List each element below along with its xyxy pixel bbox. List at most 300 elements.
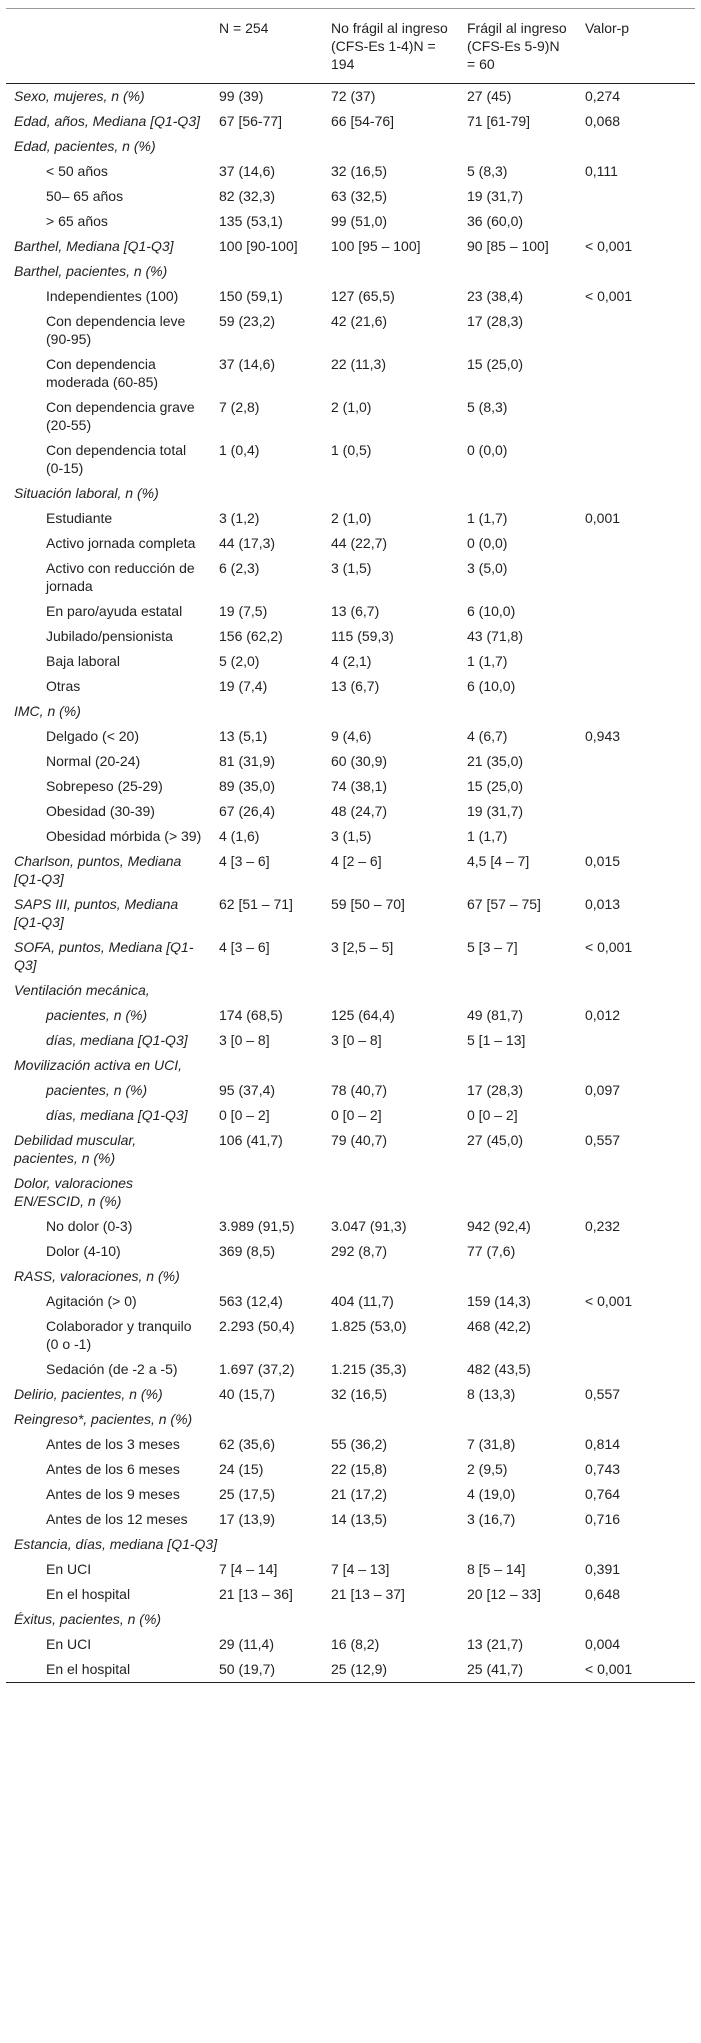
cell-fragil: 19 (31,7) <box>467 188 524 204</box>
cell-total: 1 (0,4) <box>219 442 260 458</box>
table-row <box>6 506 695 531</box>
cell-p-value <box>577 1357 695 1382</box>
cell-p-value <box>577 649 695 674</box>
cell-fragil: 15 (25,0) <box>467 356 524 372</box>
cell-total: 99 (39) <box>219 88 264 104</box>
row-label: SOFA, puntos, Mediana [Q1-Q3] <box>14 939 194 973</box>
table-row <box>6 1078 695 1103</box>
table-row <box>6 234 695 259</box>
cell-no-fragil: 3 [0 – 8] <box>331 1032 382 1048</box>
row-label: días, mediana [Q1-Q3] <box>46 1107 188 1123</box>
table-row <box>6 159 695 184</box>
row-label: No dolor (0-3) <box>46 1218 133 1234</box>
table-row <box>6 799 695 824</box>
cell-total: 150 (59,1) <box>219 288 283 304</box>
row-label: En el hospital <box>6 1657 211 1683</box>
cell-total: 19 (7,4) <box>219 678 268 694</box>
cell-no-fragil: 66 [54-76] <box>331 113 395 129</box>
cell-p-value: 0,232 <box>585 1218 621 1234</box>
cell-p-value: 0,557 <box>585 1132 621 1148</box>
row-label: Agitación (> 0) <box>46 1293 137 1309</box>
cell-p-value: < 0,001 <box>585 939 633 955</box>
cell-total: 62 (35,6) <box>219 1436 276 1452</box>
row-label: SAPS III, puntos, Mediana [Q1-Q3] <box>14 896 179 930</box>
cell-total: 37 (14,6) <box>219 356 276 372</box>
cell-no-fragil: 13 (6,7) <box>331 603 380 619</box>
cell-no-fragil: 60 (30,9) <box>331 753 388 769</box>
header-row <box>6 9 695 84</box>
row-label: Colaborador y tranquilo (0 o -1) <box>46 1318 192 1352</box>
cell-total: 37 (14,6) <box>219 163 276 179</box>
cell-total: 13 (5,1) <box>219 728 268 744</box>
row-label: En UCI <box>46 1636 92 1652</box>
cell-no-fragil: 404 (11,7) <box>331 1293 394 1309</box>
table-row <box>6 724 695 749</box>
cell-fragil: 27 (45) <box>467 88 512 104</box>
row-label: Baja laboral <box>46 653 120 669</box>
table-row <box>6 1053 695 1078</box>
table-row <box>6 1003 695 1028</box>
cell-total: 24 (15) <box>219 1461 264 1477</box>
cell-p-value: 0,274 <box>585 88 621 104</box>
table-row <box>6 1128 695 1171</box>
row-label: Antes de los 3 meses <box>46 1436 180 1452</box>
row-label: Independientes (100) <box>46 288 179 304</box>
table-row <box>6 935 695 978</box>
cell-fragil <box>459 978 577 1003</box>
cell-total: 3 (1,2) <box>219 510 260 526</box>
table-row <box>6 674 695 699</box>
cell-total: 106 (41,7) <box>219 1132 283 1148</box>
cell-fragil: 0 (0,0) <box>467 442 508 458</box>
cell-p-value <box>577 1053 695 1078</box>
row-label: Antes de los 6 meses <box>46 1461 180 1477</box>
table-row <box>6 1264 695 1289</box>
cell-p-value <box>577 481 695 506</box>
cell-fragil: 15 (25,0) <box>467 778 524 794</box>
table-row <box>6 1214 695 1239</box>
cell-fragil: 3 (5,0) <box>467 560 508 576</box>
cell-p-value: 0,068 <box>585 113 621 129</box>
cell-total: 81 (31,9) <box>219 753 276 769</box>
row-label: Movilización activa en UCI, <box>14 1057 183 1073</box>
cell-no-fragil: 21 (17,2) <box>331 1486 388 1502</box>
cell-fragil <box>459 1607 577 1632</box>
cell-p-value <box>577 259 695 284</box>
table-row <box>6 1457 695 1482</box>
table-row <box>6 1239 695 1264</box>
cell-no-fragil: 4 (2,1) <box>331 653 372 669</box>
cell-p-value <box>577 1171 695 1214</box>
row-label: > 65 años <box>46 213 108 229</box>
cell-no-fragil: 127 (65,5) <box>331 288 395 304</box>
cell-fragil: 21 (35,0) <box>467 753 524 769</box>
table-row <box>6 352 695 395</box>
table-row <box>6 1314 695 1357</box>
cell-p-value <box>577 209 695 234</box>
cell-fragil <box>459 134 577 159</box>
cell-fragil: 8 (13,3) <box>467 1386 516 1402</box>
cell-total: 4 [3 – 6] <box>219 939 270 955</box>
cell-fragil: 4 (19,0) <box>467 1486 516 1502</box>
table-row <box>6 481 695 506</box>
cell-fragil: 6 (10,0) <box>467 678 516 694</box>
cell-fragil: 2 (9,5) <box>467 1461 508 1477</box>
table-row <box>6 1382 695 1407</box>
cell-fragil <box>459 1053 577 1078</box>
cell-fragil: 36 (60,0) <box>467 213 524 229</box>
row-label: Reingreso*, pacientes, n (%) <box>14 1411 193 1427</box>
cell-p-value <box>577 352 695 395</box>
cell-total: 50 (19,7) <box>211 1657 323 1683</box>
cell-no-fragil <box>323 978 459 1003</box>
cell-p-value <box>577 134 695 159</box>
row-label: Sobrepeso (25-29) <box>46 778 163 794</box>
table-row <box>6 749 695 774</box>
row-label: Obesidad mórbida (> 39) <box>46 828 202 844</box>
table-row <box>6 109 695 134</box>
row-label: Edad, años, Mediana [Q1-Q3] <box>14 113 200 129</box>
cell-total: 174 (68,5) <box>219 1007 283 1023</box>
table-row <box>6 1582 695 1607</box>
table-row <box>6 1482 695 1507</box>
row-label: pacientes, n (%) <box>46 1007 148 1023</box>
cell-p-value <box>577 438 695 481</box>
cell-p-value <box>577 1028 695 1053</box>
row-label: Edad, pacientes, n (%) <box>14 138 156 154</box>
cell-p-value <box>577 624 695 649</box>
table-header <box>6 9 695 84</box>
cell-p-value <box>577 774 695 799</box>
row-label: Estancia, días, mediana [Q1-Q3] <box>14 1536 218 1552</box>
cell-total: 4 [3 – 6] <box>219 853 270 869</box>
table-row <box>6 1557 695 1582</box>
table-row <box>6 309 695 352</box>
table-row <box>6 84 695 110</box>
cell-total: 7 [4 – 14] <box>219 1561 278 1577</box>
cell-no-fragil: 1 (0,5) <box>331 442 372 458</box>
cell-p-value <box>577 1314 695 1357</box>
cell-total: 1.697 (37,2) <box>219 1361 295 1377</box>
cell-total: 369 (8,5) <box>219 1243 276 1259</box>
row-label: Barthel, Mediana [Q1-Q3] <box>14 238 174 254</box>
cell-total: 5 (2,0) <box>219 653 260 669</box>
cell-p-value <box>577 1532 695 1557</box>
cell-no-fragil: 99 (51,0) <box>331 213 388 229</box>
cell-total: 7 (2,8) <box>219 399 260 415</box>
cell-fragil: 20 [12 – 33] <box>467 1586 541 1602</box>
row-label: Barthel, pacientes, n (%) <box>14 263 168 279</box>
table-row <box>6 892 695 935</box>
cell-no-fragil: 16 (8,2) <box>331 1636 380 1652</box>
cell-total: 2.293 (50,4) <box>219 1318 295 1334</box>
cell-no-fragil <box>323 259 459 284</box>
cell-no-fragil: 72 (37) <box>331 88 376 104</box>
cell-total: 44 (17,3) <box>219 535 276 551</box>
cell-fragil: 90 [85 – 100] <box>467 238 549 254</box>
cell-no-fragil: 32 (16,5) <box>331 1386 388 1402</box>
data-table <box>6 8 695 1683</box>
cell-fragil: 468 (42,2) <box>467 1318 531 1334</box>
table-row <box>6 1507 695 1532</box>
cell-fragil: 43 (71,8) <box>467 628 524 644</box>
cell-p-value: 0,391 <box>585 1561 621 1577</box>
cell-no-fragil: 9 (4,6) <box>331 728 372 744</box>
cell-total: 563 (12,4) <box>219 1293 283 1309</box>
cell-p-value: 0,814 <box>585 1436 621 1452</box>
cell-p-value: < 0,001 <box>585 288 633 304</box>
row-label: Delgado (< 20) <box>46 728 140 744</box>
cell-no-fragil <box>323 1532 459 1557</box>
cell-total: 89 (35,0) <box>219 778 276 794</box>
row-label: < 50 años <box>46 163 108 179</box>
table-row <box>6 438 695 481</box>
cell-total: 29 (11,4) <box>219 1636 274 1652</box>
cell-p-value: 0,743 <box>585 1461 621 1477</box>
cell-no-fragil <box>323 699 459 724</box>
row-label: En el hospital <box>46 1586 131 1602</box>
cell-p-value <box>577 824 695 849</box>
cell-total <box>211 1607 323 1632</box>
table-row <box>6 209 695 234</box>
cell-no-fragil: 3 [2,5 – 5] <box>331 939 394 955</box>
cell-p-value <box>577 978 695 1003</box>
row-label: Debilidad muscular, pacientes, n (%) <box>14 1132 137 1166</box>
cell-total: 3 [0 – 8] <box>219 1032 270 1048</box>
table-row <box>6 1407 695 1432</box>
row-label: Activo jornada completa <box>46 535 196 551</box>
cell-total: 95 (37,4) <box>219 1082 276 1098</box>
cell-fragil: 23 (38,4) <box>467 288 524 304</box>
cell-total <box>211 259 323 284</box>
table-row <box>6 1357 695 1382</box>
cell-no-fragil: 3 (1,5) <box>331 828 372 844</box>
cell-no-fragil: 0 [0 – 2] <box>331 1107 382 1123</box>
cell-no-fragil: 3 (1,5) <box>331 560 372 576</box>
table-row <box>6 1171 695 1214</box>
row-label: Dolor (4-10) <box>46 1243 121 1259</box>
cell-fragil: 0 [0 – 2] <box>467 1107 518 1123</box>
cell-no-fragil: 2 (1,0) <box>331 510 372 526</box>
cell-total <box>211 699 323 724</box>
cell-no-fragil <box>323 1407 459 1432</box>
cell-fragil: 7 (31,8) <box>467 1436 516 1452</box>
table-row <box>6 1289 695 1314</box>
cell-p-value <box>577 749 695 774</box>
table-row <box>6 699 695 724</box>
cell-no-fragil: 32 (16,5) <box>331 163 388 179</box>
cell-p-value <box>577 1607 695 1632</box>
table-row <box>6 184 695 209</box>
table-row <box>6 849 695 892</box>
table-row <box>6 599 695 624</box>
cell-p-value <box>577 309 695 352</box>
cell-fragil: 1 (1,7) <box>467 828 508 844</box>
cell-no-fragil: 21 [13 – 37] <box>331 1586 405 1602</box>
cell-no-fragil: 4 [2 – 6] <box>331 853 382 869</box>
table-row <box>6 1028 695 1053</box>
cell-p-value: 0,648 <box>585 1586 621 1602</box>
header-no-fragil: No frágil al ingreso (CFS-Es 1-4)N = 194 <box>323 9 459 84</box>
cell-total <box>211 1171 323 1214</box>
row-label: Con dependencia total (0-15) <box>46 442 187 476</box>
cell-no-fragil: 100 [95 – 100] <box>331 238 421 254</box>
cell-total: 59 (23,2) <box>219 313 276 329</box>
row-label: IMC, n (%) <box>14 703 81 719</box>
cell-fragil: 49 (81,7) <box>467 1007 524 1023</box>
cell-no-fragil: 55 (36,2) <box>331 1436 388 1452</box>
cell-no-fragil: 22 (11,3) <box>331 356 386 372</box>
cell-total: 25 (17,5) <box>219 1486 276 1502</box>
row-label: Obesidad (30-39) <box>46 803 155 819</box>
row-label: Sedación (de -2 a -5) <box>46 1361 178 1377</box>
cell-p-value <box>577 184 695 209</box>
cell-no-fragil: 14 (13,5) <box>331 1511 388 1527</box>
cell-p-value <box>577 799 695 824</box>
cell-no-fragil: 1.825 (53,0) <box>331 1318 407 1334</box>
cell-p-value: 0,111 <box>585 163 618 179</box>
cell-total: 82 (32,3) <box>219 188 276 204</box>
cell-fragil: 159 (14,3) <box>467 1293 531 1309</box>
cell-no-fragil: 44 (22,7) <box>331 535 388 551</box>
cell-p-value <box>577 1264 695 1289</box>
table-body <box>6 84 695 1683</box>
table-row <box>6 1607 695 1632</box>
table-row <box>6 556 695 599</box>
cell-total: 21 [13 – 36] <box>219 1586 293 1602</box>
cell-no-fragil: 63 (32,5) <box>331 188 388 204</box>
cell-p-value: < 0,001 <box>585 1293 633 1309</box>
cell-p-value: 0,012 <box>585 1007 621 1023</box>
cell-total: 62 [51 – 71] <box>219 896 293 912</box>
table-row <box>6 395 695 438</box>
cell-total <box>211 481 323 506</box>
cell-p-value: 0,716 <box>585 1511 621 1527</box>
cell-total <box>211 134 323 159</box>
row-label: Antes de los 9 meses <box>46 1486 180 1502</box>
cell-fragil: 71 [61-79] <box>467 113 531 129</box>
cell-p-value <box>577 1103 695 1128</box>
cell-total: 67 [56-77] <box>219 113 283 129</box>
cell-fragil: 13 (21,7) <box>467 1636 524 1652</box>
cell-fragil: 482 (43,5) <box>467 1361 531 1377</box>
cell-total <box>211 1264 323 1289</box>
cell-total: 6 (2,3) <box>219 560 260 576</box>
cell-fragil <box>459 1171 577 1214</box>
row-label: Dolor, valoraciones EN/ESCID, n (%) <box>14 1175 134 1209</box>
cell-no-fragil: 59 [50 – 70] <box>331 896 405 912</box>
cell-no-fragil: 25 (12,9) <box>323 1657 459 1683</box>
cell-fragil: 5 (8,3) <box>467 163 508 179</box>
cell-no-fragil: 78 (40,7) <box>331 1082 388 1098</box>
cell-fragil: 67 [57 – 75] <box>467 896 541 912</box>
cell-total: 19 (7,5) <box>219 603 268 619</box>
table-row <box>6 284 695 309</box>
cell-fragil: 942 (92,4) <box>467 1218 531 1234</box>
row-label: Antes de los 12 meses <box>46 1511 188 1527</box>
cell-no-fragil: 74 (38,1) <box>331 778 388 794</box>
cell-total <box>211 1053 323 1078</box>
cell-fragil: 0 (0,0) <box>467 535 508 551</box>
cell-no-fragil: 292 (8,7) <box>331 1243 388 1259</box>
row-label: Activo con reducción de jornada <box>46 560 195 594</box>
cell-fragil: 3 (16,7) <box>467 1511 516 1527</box>
cell-total: 40 (15,7) <box>219 1386 276 1402</box>
cell-total: 135 (53,1) <box>219 213 283 229</box>
cell-fragil: 6 (10,0) <box>467 603 516 619</box>
cell-fragil <box>459 699 577 724</box>
cell-no-fragil <box>323 134 459 159</box>
cell-fragil: 19 (31,7) <box>467 803 524 819</box>
cell-p-value: < 0,001 <box>577 1657 695 1683</box>
cell-fragil: 25 (41,7) <box>459 1657 577 1683</box>
row-label: Éxitus, pacientes, n (%) <box>14 1611 162 1627</box>
cell-total: 4 (1,6) <box>219 828 260 844</box>
cell-no-fragil: 115 (59,3) <box>331 628 394 644</box>
row-label: días, mediana [Q1-Q3] <box>46 1032 188 1048</box>
cell-fragil: 17 (28,3) <box>467 313 524 329</box>
cell-fragil: 4 (6,7) <box>467 728 508 744</box>
table-row <box>6 259 695 284</box>
cell-no-fragil: 3.047 (91,3) <box>331 1218 407 1234</box>
cell-fragil: 8 [5 – 14] <box>467 1561 526 1577</box>
cell-fragil: 5 [3 – 7] <box>467 939 518 955</box>
table-row <box>6 649 695 674</box>
row-label: Con dependencia grave (20-55) <box>46 399 195 433</box>
cell-p-value <box>577 1239 695 1264</box>
table-row <box>6 134 695 159</box>
cell-fragil <box>459 481 577 506</box>
row-label: Normal (20-24) <box>46 753 141 769</box>
cell-total: 156 (62,2) <box>219 628 283 644</box>
cell-p-value: < 0,001 <box>585 238 633 254</box>
cell-p-value <box>577 556 695 599</box>
cell-fragil <box>459 1264 577 1289</box>
cell-no-fragil <box>323 1264 459 1289</box>
cell-no-fragil: 13 (6,7) <box>331 678 380 694</box>
cell-no-fragil: 22 (15,8) <box>331 1461 388 1477</box>
row-label: Situación laboral, n (%) <box>14 485 159 501</box>
cell-p-value <box>577 395 695 438</box>
cell-p-value: 0,097 <box>585 1082 621 1098</box>
cell-no-fragil <box>323 1607 459 1632</box>
cell-total <box>211 978 323 1003</box>
cell-no-fragil: 42 (21,6) <box>331 313 388 329</box>
cell-no-fragil: 2 (1,0) <box>331 399 372 415</box>
table-row <box>6 531 695 556</box>
row-label: Sexo, mujeres, n (%) <box>14 88 145 104</box>
header-label <box>6 9 211 84</box>
table-row <box>6 624 695 649</box>
cell-no-fragil: 1.215 (35,3) <box>331 1361 407 1377</box>
cell-no-fragil: 48 (24,7) <box>331 803 388 819</box>
cell-fragil: 5 (8,3) <box>467 399 508 415</box>
cell-p-value <box>577 1407 695 1432</box>
row-label: En paro/ayuda estatal <box>46 603 183 619</box>
table-row <box>6 1532 695 1557</box>
table-row <box>6 824 695 849</box>
cell-fragil: 5 [1 – 13] <box>467 1032 526 1048</box>
cell-fragil: 1 (1,7) <box>467 510 508 526</box>
cell-p-value: 0,004 <box>585 1636 621 1652</box>
cell-p-value: 0,764 <box>585 1486 621 1502</box>
cell-fragil <box>459 1407 577 1432</box>
row-label: Ventilación mecánica, <box>14 982 150 998</box>
row-label: Jubilado/pensionista <box>46 628 173 644</box>
cell-p-value <box>577 699 695 724</box>
cell-total: 17 (13,9) <box>219 1511 276 1527</box>
cell-total: 100 [90-100] <box>219 238 298 254</box>
